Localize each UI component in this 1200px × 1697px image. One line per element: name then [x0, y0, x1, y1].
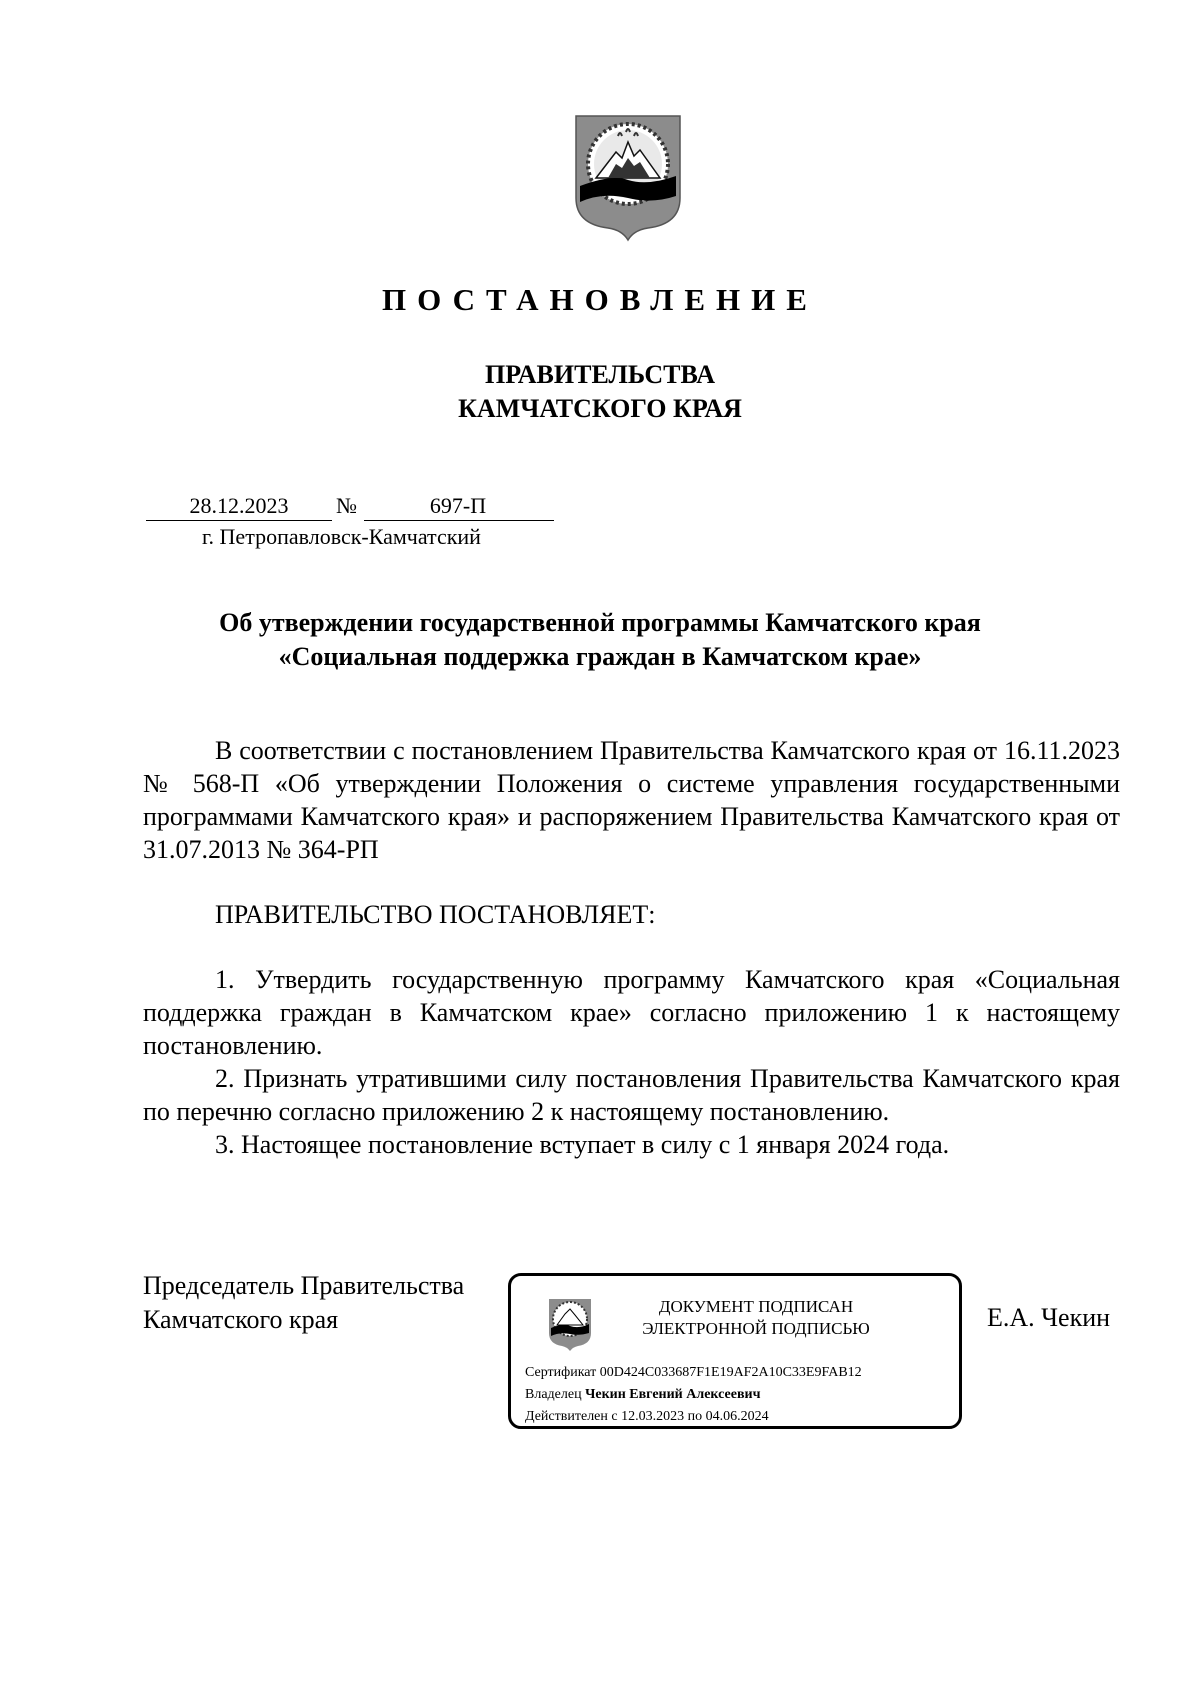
stamp-coat-of-arms-icon — [547, 1297, 593, 1352]
valid-from-label: Действителен с — [525, 1409, 618, 1424]
position-line-2: Камчатского края — [143, 1305, 339, 1334]
subject-line-1: Об утверждении государственной программы Камчатского края — [219, 608, 981, 637]
owner-line — [525, 1387, 760, 1403]
document-subject — [0, 606, 1200, 674]
issuer-heading — [0, 358, 1200, 426]
document-date: 28.12.2023 — [189, 493, 289, 518]
date-underline — [146, 520, 332, 521]
number-underline — [364, 520, 554, 521]
owner-value: Чекин Евгений Алексеевич — [585, 1387, 761, 1402]
issuer-line-2: КАМЧАТСКОГО КРАЯ — [458, 394, 742, 423]
stamp-title-line-1: ДОКУМЕНТ ПОДПИСАН — [658, 1297, 854, 1316]
validity-line — [525, 1409, 769, 1425]
owner-label: Владелец — [525, 1387, 582, 1402]
certificate-value: 00D424C033687F1E19AF2A10C33E9FAB12 — [599, 1365, 862, 1380]
city: г. Петропавловск-Камчатский — [202, 524, 481, 549]
subject-line-2: «Социальная поддержка граждан в Камчатском крае» — [278, 642, 922, 671]
issuer-line-1: ПРАВИТЕЛЬСТВА — [485, 360, 715, 389]
coat-of-arms-icon — [572, 112, 684, 242]
resolution-item: 2. Признать утратившими силу постановления Правительства Камчатского края по перечню согласно приложению 2 к настоящему постановлению. — [143, 1064, 1120, 1126]
resolution-items — [143, 963, 1120, 1161]
number-sign: № — [336, 493, 357, 518]
document-number: 697-П — [429, 493, 487, 518]
position-line-1: Председатель Правительства — [143, 1271, 465, 1300]
electronic-signature-stamp — [508, 1273, 962, 1429]
resolution-item: 1. Утвердить государственную программу Камчатского края «Социальная поддержка граждан в Камчатском крае» согласно приложению 1 к настоящему постановлению. — [143, 965, 1120, 1060]
resolution-heading: ПРАВИТЕЛЬСТВО ПОСТАНОВЛЯЕТ: — [215, 900, 656, 929]
certificate-label: Сертификат — [525, 1365, 597, 1380]
stamp-title-line-2: ЭЛЕКТРОННОЙ ПОДПИСЬЮ — [642, 1319, 870, 1338]
valid-to: 04.06.2024 — [705, 1409, 769, 1424]
resolution-item: 3. Настоящее постановление вступает в силу с 1 января 2024 года. — [215, 1130, 950, 1159]
stamp-title — [611, 1296, 901, 1340]
signatory-position — [143, 1269, 464, 1337]
preamble-paragraph: В соответствии с постановлением Правительства Камчатского края от 16.11.2023 № 568-П «Об утверждении Положения о системе управления государственными программами Камчатского края» и распоряжением Правительства Камчатского края от 31.07.2013 № 364-РП — [143, 736, 1120, 864]
valid-to-label: по — [687, 1409, 703, 1424]
signatory-name: Е.А. Чекин — [987, 1303, 1111, 1332]
document-type-heading: ПОСТАНОВЛЕНИЕ — [382, 282, 818, 317]
valid-from: 12.03.2023 — [621, 1409, 685, 1424]
certificate-line — [525, 1365, 862, 1381]
